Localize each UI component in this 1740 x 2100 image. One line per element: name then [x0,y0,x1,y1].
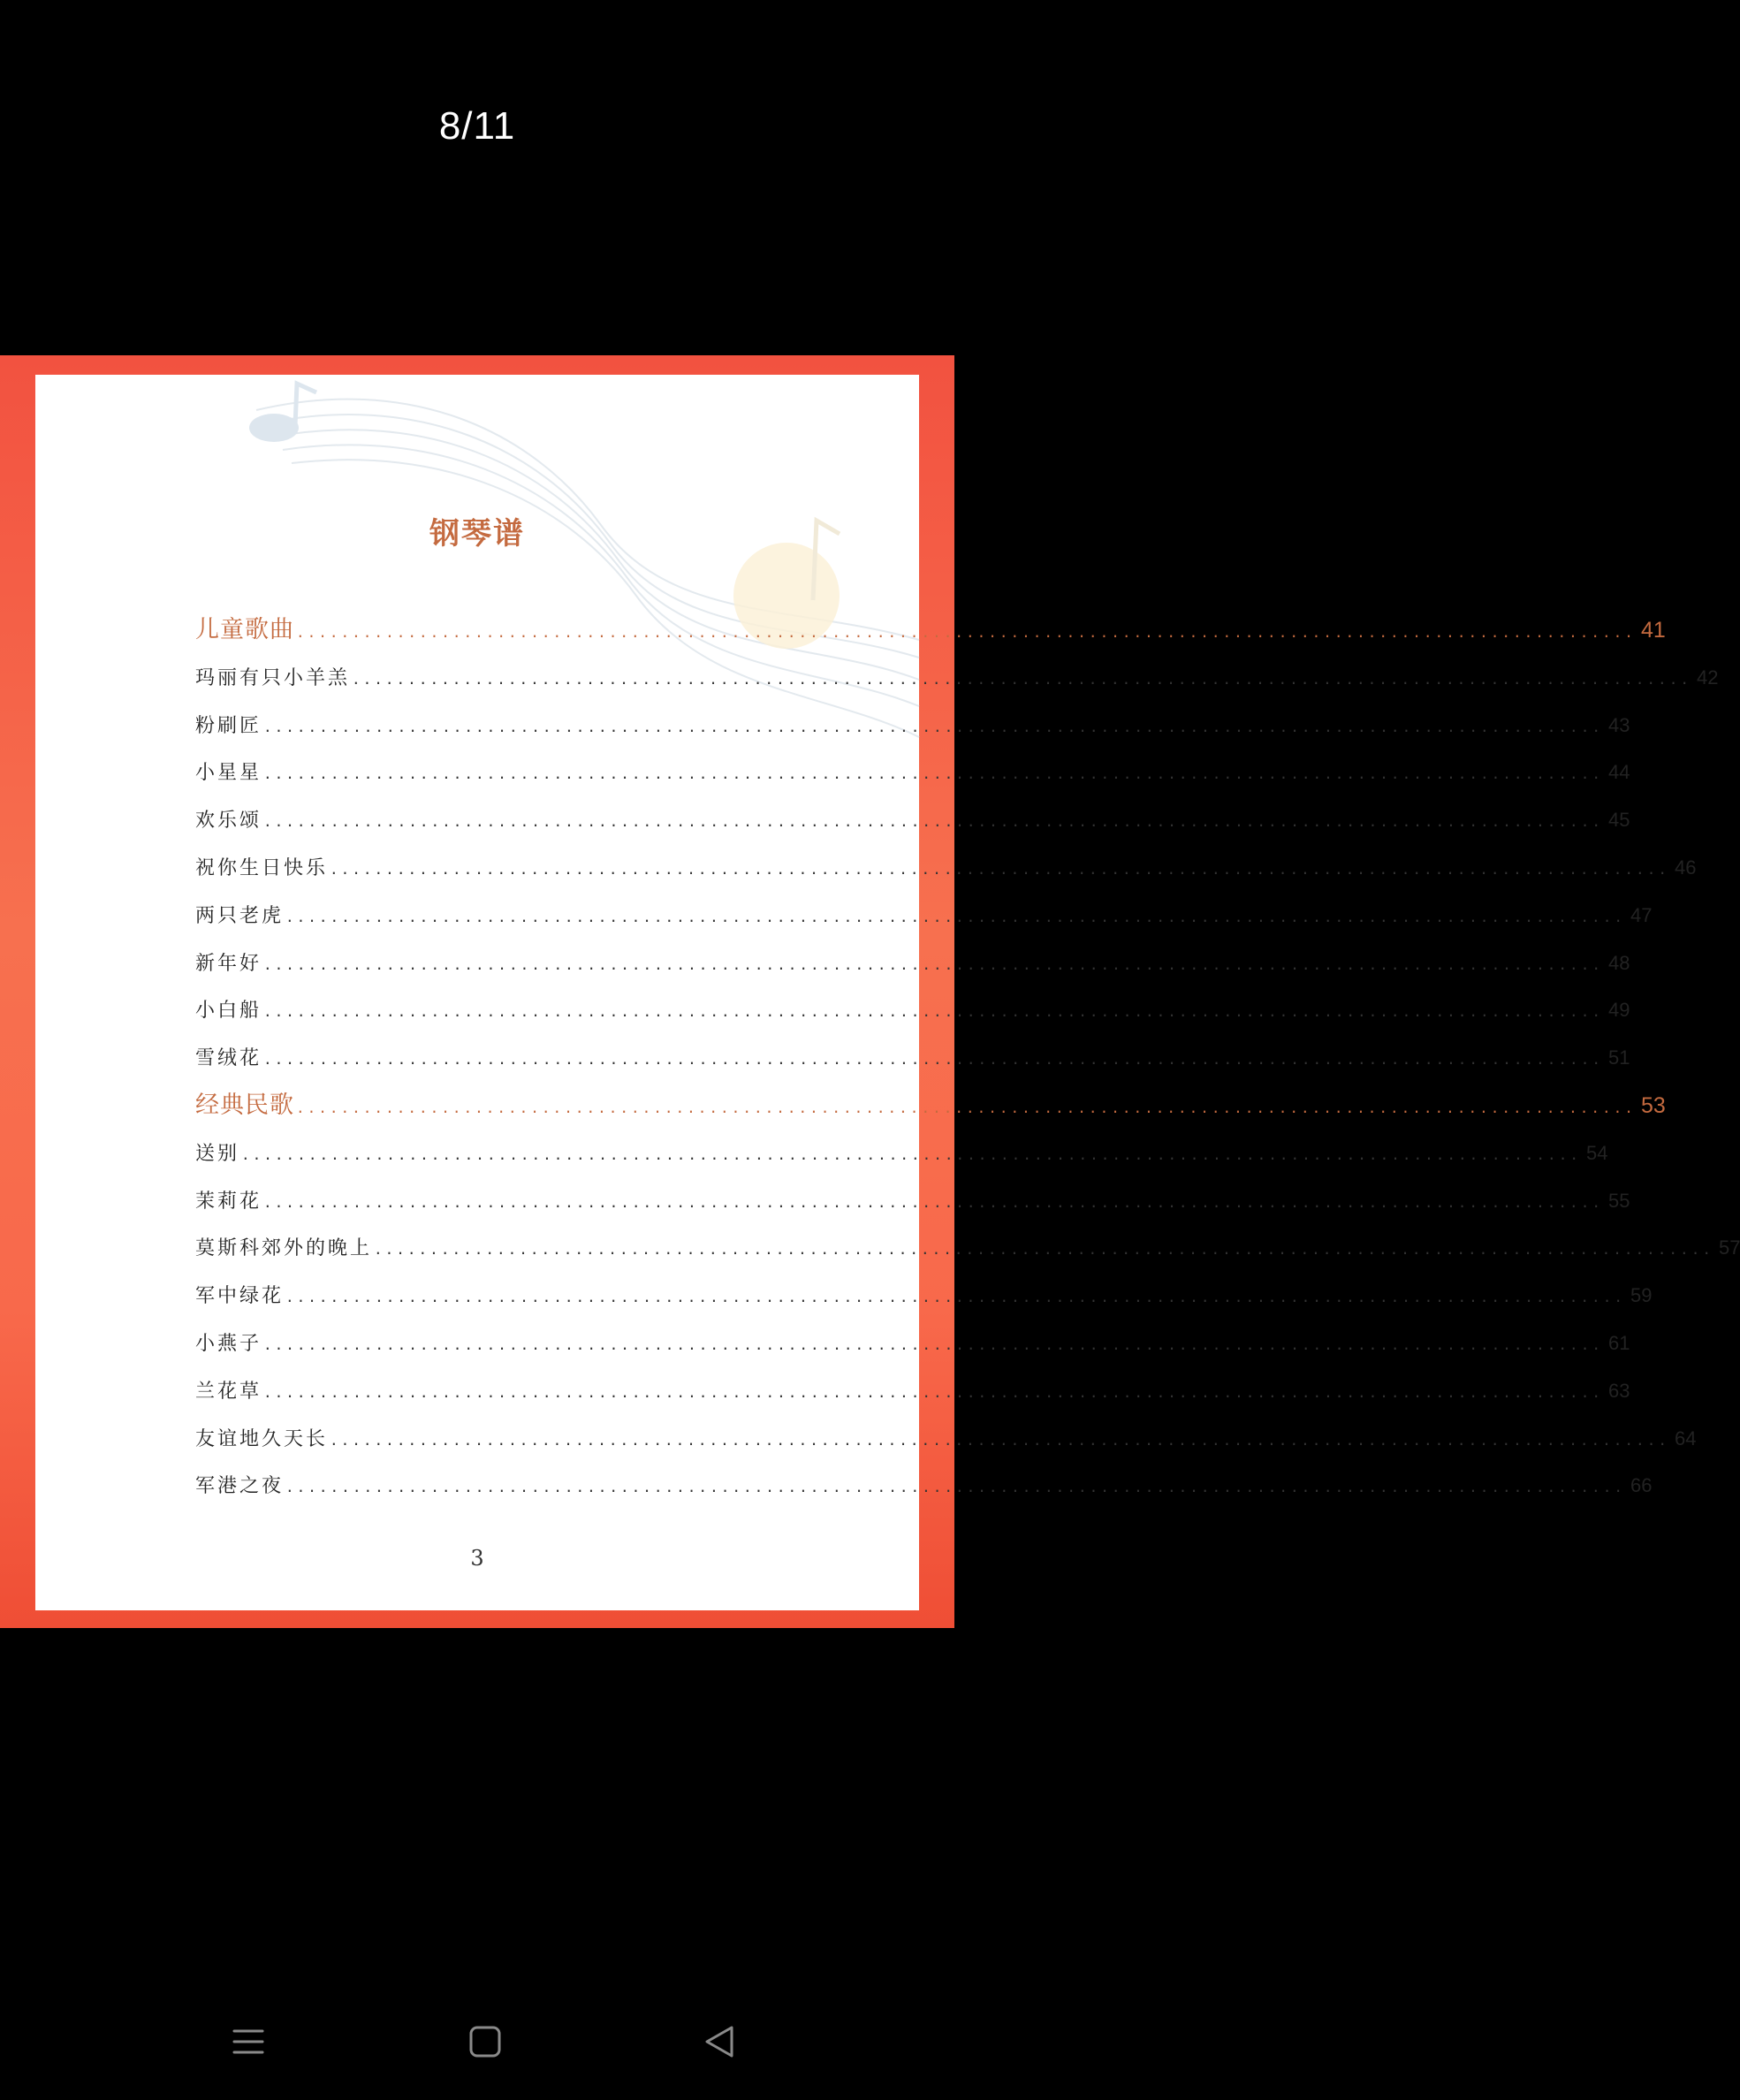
dot-leader: ........................................................................................................................ [296,1099,1636,1116]
toc-page: 64 [1674,1427,1697,1449]
dot-leader: ........................................................................................................................ [352,670,1691,688]
toc-title: 小白船 [195,1000,262,1023]
toc-row [195,844,1697,892]
toc-row [195,796,1630,844]
toc-row [195,1130,1608,1177]
toc-row [195,606,1666,654]
toc-title: 经典民歌 [195,1091,294,1119]
dot-leader: ........................................................................................................................ [263,765,1603,783]
toc-page: 59 [1630,1284,1653,1307]
home-icon [467,2024,503,2059]
menu-icon [231,2024,266,2059]
toc-page: 57 [1718,1236,1740,1259]
toc-row [195,1034,1630,1082]
toc-title: 小星星 [195,762,262,785]
dot-leader: ........................................................................................................................ [263,955,1603,973]
dot-leader: ........................................................................................................................ [374,1241,1713,1259]
toc-row [195,654,1719,702]
toc-page: 48 [1607,951,1630,974]
system-nav-bar [0,2006,954,2077]
toc-page: 61 [1607,1331,1630,1354]
toc-title: 兰花草 [195,1380,262,1403]
page-counter: 8/11 [438,104,516,148]
toc-title: 新年好 [195,952,262,975]
toc-title: 粉刷匠 [195,714,262,737]
dot-leader: ........................................................................................................................ [263,1193,1603,1211]
toc-title: 祝你生日快乐 [195,856,329,879]
toc-row [195,1224,1740,1272]
toc-row [195,1320,1630,1367]
back-icon [702,2024,737,2059]
toc-page: 51 [1607,1046,1630,1069]
toc-title: 玛丽有只小羊羔 [195,666,351,689]
toc-title: 小燕子 [195,1332,262,1355]
page-number: 3 [470,1546,484,1571]
toc-page: 47 [1630,903,1653,926]
dot-leader: ........................................................................................................................ [263,1003,1603,1021]
photo-frame[interactable] [0,355,1740,1628]
toc-page: 44 [1607,761,1630,784]
book-page [35,375,1740,1610]
toc-page: 54 [1585,1141,1608,1164]
toc-row [195,1415,1697,1463]
toc-page: 42 [1696,666,1719,689]
toc-row [195,940,1630,987]
dot-leader: ........................................................................................................................ [330,860,1669,878]
toc-page: 45 [1607,809,1630,832]
toc-title: 莫斯科郊外的晚上 [195,1237,373,1260]
toc-row [195,1462,1653,1510]
page-title: 钢琴谱 [429,516,525,552]
toc-title: 雪绒花 [195,1047,262,1070]
home-button[interactable] [432,2006,538,2077]
dot-leader: ........................................................................................................................ [296,624,1636,641]
toc-page: 66 [1630,1474,1653,1497]
back-button[interactable] [666,2006,772,2077]
dot-leader: ........................................................................................................................ [263,1051,1603,1069]
toc-row [195,749,1630,796]
toc-row [195,1082,1666,1130]
toc-row [195,1272,1653,1320]
toc-page: 43 [1607,713,1630,736]
table-of-contents [195,606,1740,1510]
toc-page: 41 [1640,618,1666,643]
toc-row [195,702,1630,749]
toc-title: 茉莉花 [195,1190,262,1213]
toc-row [195,892,1653,940]
toc-page: 53 [1640,1092,1666,1118]
toc-title: 送别 [195,1142,240,1165]
menu-button[interactable] [195,2006,301,2077]
toc-title: 军港之夜 [195,1475,285,1498]
toc-title: 欢乐颂 [195,810,262,833]
toc-title: 军中绿花 [195,1285,285,1308]
dot-leader: ........................................................................................................................ [285,908,1625,925]
toc-page: 63 [1607,1379,1630,1402]
toc-page: 49 [1607,999,1630,1022]
toc-row [195,986,1630,1034]
toc-title: 友谊地久天长 [195,1427,329,1450]
toc-page: 46 [1674,856,1697,879]
dot-leader: ........................................................................................................................ [263,1335,1603,1353]
toc-page: 55 [1607,1189,1630,1212]
dot-leader: ........................................................................................................................ [285,1289,1625,1306]
dot-leader: ........................................................................................................................ [285,1479,1625,1496]
toc-row [195,1177,1630,1225]
dot-leader: ........................................................................................................................ [263,718,1603,735]
dot-leader: ........................................................................................................................ [330,1431,1669,1449]
dot-leader: ........................................................................................................................ [263,1383,1603,1401]
toc-title: 两只老虎 [195,904,285,927]
toc-row [195,1367,1630,1415]
toc-title: 儿童歌曲 [195,616,294,643]
dot-leader: ........................................................................................................................ [263,813,1603,831]
dot-leader: ........................................................................................................................ [241,1145,1581,1163]
